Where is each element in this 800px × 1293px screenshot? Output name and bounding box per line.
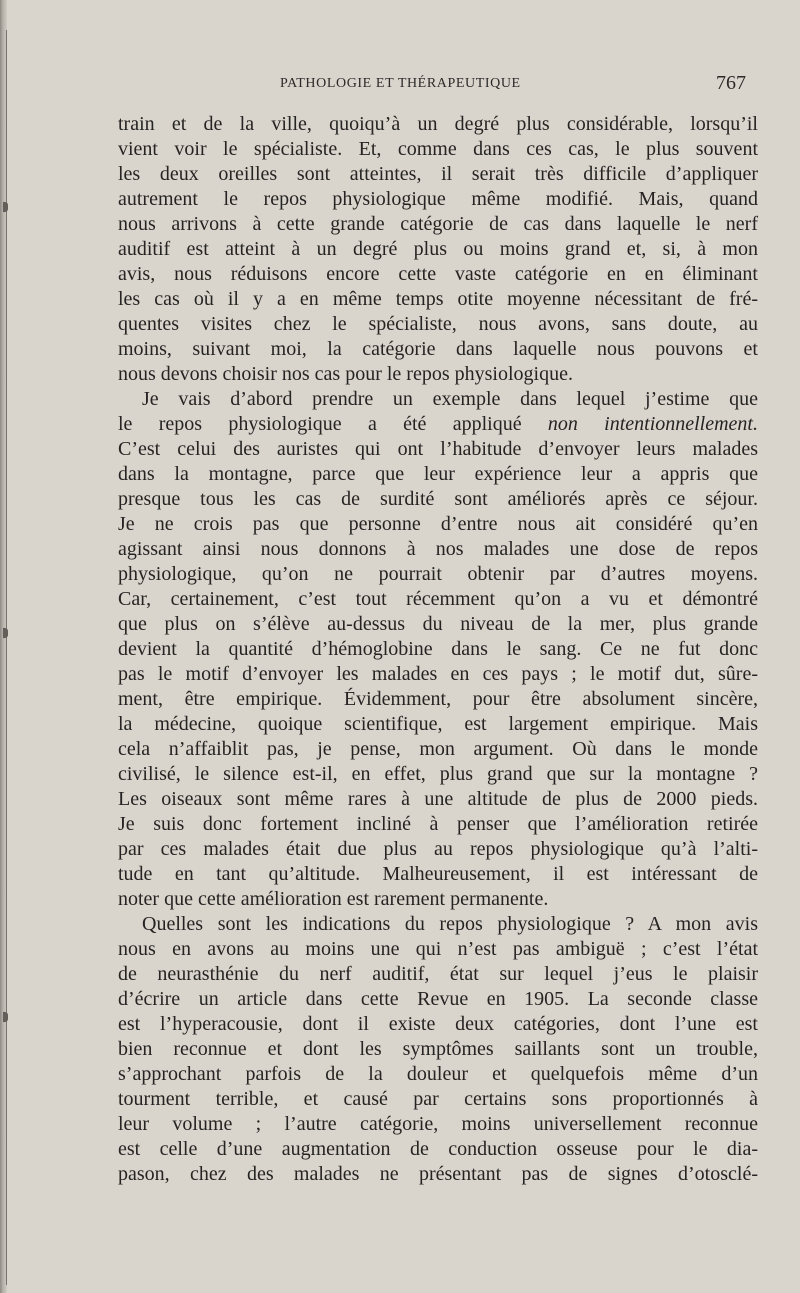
text-line: est l’hyperacousie, dont il existe deux catégories, dont l’une est: [118, 1013, 758, 1035]
text-line: agissant ainsi nous donnons à nos malades une dose de repos: [118, 538, 758, 560]
text-line: vient voir le spécialiste. Et, comme dans ces cas, le plus souvent: [118, 138, 758, 160]
text-line: Je suis donc fortement incliné à penser que l’amélioration retirée: [118, 813, 758, 835]
text-line: nous en avons au moins une qui n’est pas ambiguë ; c’est l’état: [118, 938, 758, 960]
text-line: C’est celui des auristes qui ont l’habitude d’envoyer leurs malades: [118, 438, 758, 460]
text-line: Car, certainement, c’est tout récemment qu’on a vu et démontré: [118, 588, 758, 610]
text-line: Je vais d’abord prendre un exemple dans lequel j’estime que: [142, 388, 758, 410]
text-line: la médecine, quoique scientifique, est largement empirique. Mais: [118, 713, 758, 735]
running-head: [0, 72, 800, 96]
text-line: leur volume ; l’autre catégorie, moins universellement reconnue: [118, 1113, 758, 1135]
text-line: bien reconnue et dont les symptômes saillants sont un trouble,: [118, 1038, 758, 1060]
text-line: cela n’affaiblit pas, je pense, mon argument. Où dans le monde: [118, 738, 758, 760]
body-text: [118, 112, 758, 1187]
text-line: que plus on s’élève au-dessus du niveau de la mer, plus grande: [118, 613, 758, 635]
text-line: s’approchant parfois de la douleur et quelquefois même d’un: [118, 1063, 758, 1085]
text-line: les cas où il y a en même temps otite moyenne nécessitant de fré-: [118, 288, 758, 310]
text-line: physiologique, qu’on ne pourrait obtenir par d’autres moyens.: [118, 563, 758, 585]
text-line: les deux oreilles sont atteintes, il serait très difficile d’appliquer: [118, 163, 758, 185]
text-line: moins, suivant moi, la catégorie dans laquelle nous pouvons et: [118, 338, 758, 360]
text-line: train et de la ville, quoiqu’à un degré plus considérable, lorsqu’il: [118, 113, 758, 135]
text-line: le repos physiologique a été appliqué non intentionnellement.: [118, 413, 758, 435]
text-line: par ces malades était due plus au repos physiologique qu’à l’alti-: [118, 838, 758, 860]
binding-mark: [3, 1012, 8, 1022]
text-line: devient la quantité d’hémoglobine dans le sang. Ce ne fut donc: [118, 638, 758, 660]
italic-emphasis: non intentionnellement.: [547, 413, 758, 435]
text-line: presque tous les cas de surdité sont améliorés après ce séjour.: [118, 488, 758, 510]
binding-mark: [3, 628, 8, 638]
text-line: pas le motif d’envoyer les malades en ces pays ; le motif dut, sûre-: [118, 663, 758, 685]
text-line: avis, nous réduisons encore cette vaste catégorie en en éliminant: [118, 263, 758, 285]
text-line: civilisé, le silence est-il, en effet, plus grand que sur la montagne ?: [118, 763, 758, 785]
text-line: tourment terrible, et causé par certains sons proportionnés à: [118, 1088, 758, 1110]
text-line: noter que cette amélioration est rarement permanente.: [118, 888, 549, 910]
text-line: est celle d’une augmentation de conduction osseuse pour le dia-: [118, 1138, 758, 1160]
text-line: auditif est atteint à un degré plus ou moins grand et, si, à mon: [118, 238, 758, 260]
text-line: quentes visites chez le spécialiste, nous avons, sans doute, au: [118, 313, 758, 335]
text-line: dans la montagne, parce que leur expérience leur a appris que: [118, 463, 758, 485]
text-line: Je ne crois pas que personne d’entre nous ait considéré qu’en: [118, 513, 758, 535]
text-line: Les oiseaux sont même rares à une altitude de plus de 2000 pieds.: [118, 788, 758, 810]
running-head-title: PATHOLOGIE ET THÉRAPEUTIQUE: [280, 76, 521, 91]
binding-mark: [3, 202, 8, 212]
page-number: 767: [716, 72, 746, 94]
text-line: pason, chez des malades ne présentant pas de signes d’otosclé-: [118, 1163, 758, 1185]
text-line: nous devons choisir nos cas pour le repos physiologique.: [118, 363, 573, 385]
text-line: d’écrire un article dans cette Revue en 1905. La seconde classe: [118, 988, 758, 1010]
page-edge-rule: [6, 30, 7, 1285]
text-line: ment, être empirique. Évidemment, pour être absolument sincère,: [118, 688, 758, 710]
text-line: tude en tant qu’altitude. Malheureusement, il est intéressant de: [118, 863, 758, 885]
text-line: de neurasthénie du nerf auditif, état sur lequel j’eus le plaisir: [118, 963, 758, 985]
text-line: autrement le repos physiologique même modifié. Mais, quand: [118, 188, 758, 210]
text-line: Quelles sont les indications du repos physiologique ? A mon avis: [142, 913, 758, 935]
text-line: nous arrivons à cette grande catégorie de cas dans laquelle le nerf: [118, 213, 758, 235]
